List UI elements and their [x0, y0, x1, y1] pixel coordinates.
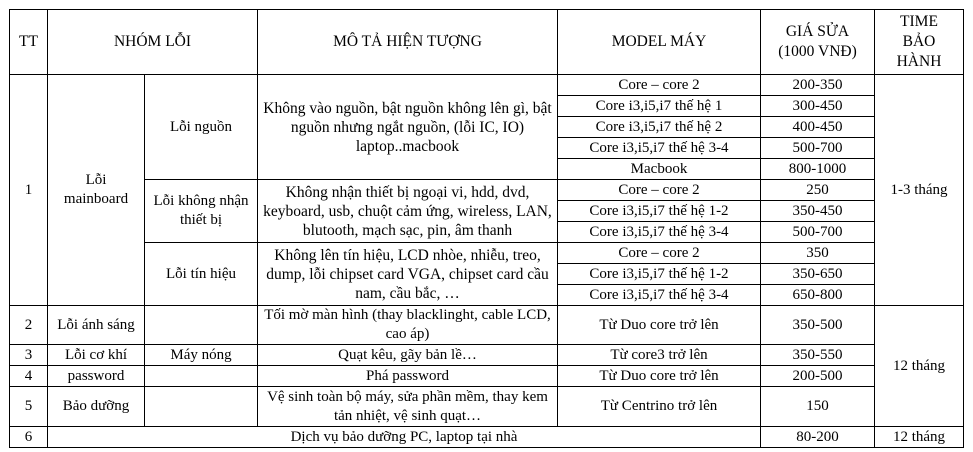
cell-model: Core i3,i5,i7 thế hệ 3-4: [558, 222, 761, 243]
cell-model: Từ Duo core trở lên: [558, 366, 761, 387]
cell-price: 200-350: [761, 75, 875, 96]
cell-group: Bảo dưỡng: [48, 387, 145, 427]
header-warranty-line1: TIME: [900, 13, 938, 30]
table-row: [10, 345, 964, 366]
cell-price: 200-500: [761, 366, 875, 387]
header-warranty: [875, 10, 964, 75]
cell-group: Lỗi cơ khí: [48, 345, 145, 366]
header-model: MODEL MÁY: [558, 10, 761, 75]
cell-model: Core i3,i5,i7 thế hệ 3-4: [558, 138, 761, 159]
cell-description: Quạt kêu, gãy bản lề…: [258, 345, 558, 366]
cell-model: Từ Duo core trở lên: [558, 306, 761, 345]
repair-price-table: [9, 9, 964, 448]
cell-service: Dịch vụ bảo dưỡng PC, laptop tại nhà: [48, 427, 761, 448]
cell-price: 350-450: [761, 201, 875, 222]
cell-model: Từ Centrino trở lên: [558, 387, 761, 427]
cell-model: Core i3,i5,i7 thế hệ 1-2: [558, 201, 761, 222]
table-row: [10, 306, 964, 345]
cell-model: Core – core 2: [558, 243, 761, 264]
cell-subgroup: Lỗi không nhận thiết bị: [145, 180, 258, 243]
table-row: [10, 387, 964, 427]
cell-price: 150: [761, 387, 875, 427]
cell-subgroup: [145, 387, 258, 427]
cell-model: Core – core 2: [558, 75, 761, 96]
cell-tt: 3: [10, 345, 48, 366]
header-group: NHÓM LỖI: [48, 10, 258, 75]
cell-warranty: 12 tháng: [875, 306, 964, 427]
cell-price: 400-450: [761, 117, 875, 138]
header-warranty-line2: BẢO: [902, 33, 936, 50]
table-row: [10, 180, 964, 201]
table-row: [10, 427, 964, 448]
cell-price: 350-550: [761, 345, 875, 366]
cell-warranty: 12 tháng: [875, 427, 964, 448]
cell-subgroup: Lỗi nguồn: [145, 75, 258, 180]
cell-group: Lỗi ánh sáng: [48, 306, 145, 345]
cell-model: Core i3,i5,i7 thế hệ 1-2: [558, 264, 761, 285]
cell-description: Không vào nguồn, bật nguồn không lên gì, bật nguồn nhưng ngắt nguồn, (lỗi IC, IO) laptop..macbook: [258, 75, 558, 180]
cell-model: Core i3,i5,i7 thế hệ 3-4: [558, 285, 761, 306]
cell-group: Lỗi mainboard: [48, 75, 145, 306]
cell-tt: 2: [10, 306, 48, 345]
cell-description: Không nhận thiết bị ngoại vi, hdd, dvd, keyboard, usb, chuột cảm ứng, wireless, LAN, blutooth, mạch sạc, pin, âm thanh: [258, 180, 558, 243]
cell-price: 300-450: [761, 96, 875, 117]
cell-model: Macbook: [558, 159, 761, 180]
header-price: [761, 10, 875, 75]
cell-model: Core i3,i5,i7 thế hệ 2: [558, 117, 761, 138]
cell-model: Core i3,i5,i7 thế hệ 1: [558, 96, 761, 117]
cell-price: 800-1000: [761, 159, 875, 180]
cell-price: 350: [761, 243, 875, 264]
cell-model: Từ core3 trở lên: [558, 345, 761, 366]
cell-group: password: [48, 366, 145, 387]
cell-price: 350-650: [761, 264, 875, 285]
cell-description: Vệ sinh toàn bộ máy, sửa phần mềm, thay kem tản nhiệt, vệ sinh quạt…: [258, 387, 558, 427]
header-tt: TT: [10, 10, 48, 75]
cell-subgroup: [145, 366, 258, 387]
cell-price: 500-700: [761, 138, 875, 159]
cell-price: 350-500: [761, 306, 875, 345]
header-price-line2: (1000 VNĐ): [778, 43, 857, 60]
cell-price: 650-800: [761, 285, 875, 306]
cell-price: 80-200: [761, 427, 875, 448]
cell-description: Tối mờ màn hình (thay blacklinght, cable LCD, cao áp): [258, 306, 558, 345]
cell-model: Core – core 2: [558, 180, 761, 201]
cell-price: 250: [761, 180, 875, 201]
table-row: [10, 75, 964, 96]
cell-tt: 5: [10, 387, 48, 427]
cell-subgroup: Lỗi tín hiệu: [145, 243, 258, 306]
cell-description: Phá password: [258, 366, 558, 387]
cell-subgroup: Máy nóng: [145, 345, 258, 366]
cell-tt: 4: [10, 366, 48, 387]
table-row: [10, 366, 964, 387]
header-price-line1: GIÁ SỬA: [785, 23, 850, 40]
cell-description: Không lên tín hiệu, LCD nhòe, nhiễu, treo, dump, lỗi chipset card VGA, chipset card cầu nam, cầu bắc, …: [258, 243, 558, 306]
cell-warranty: 1-3 tháng: [875, 75, 964, 306]
table-row: [10, 243, 964, 264]
table-header-row: [10, 10, 964, 75]
header-warranty-line3: HÀNH: [896, 53, 942, 70]
cell-subgroup: [145, 306, 258, 345]
cell-tt: 6: [10, 427, 48, 448]
cell-price: 500-700: [761, 222, 875, 243]
header-description: MÔ TẢ HIỆN TƯỢNG: [258, 10, 558, 75]
cell-tt: 1: [10, 75, 48, 306]
